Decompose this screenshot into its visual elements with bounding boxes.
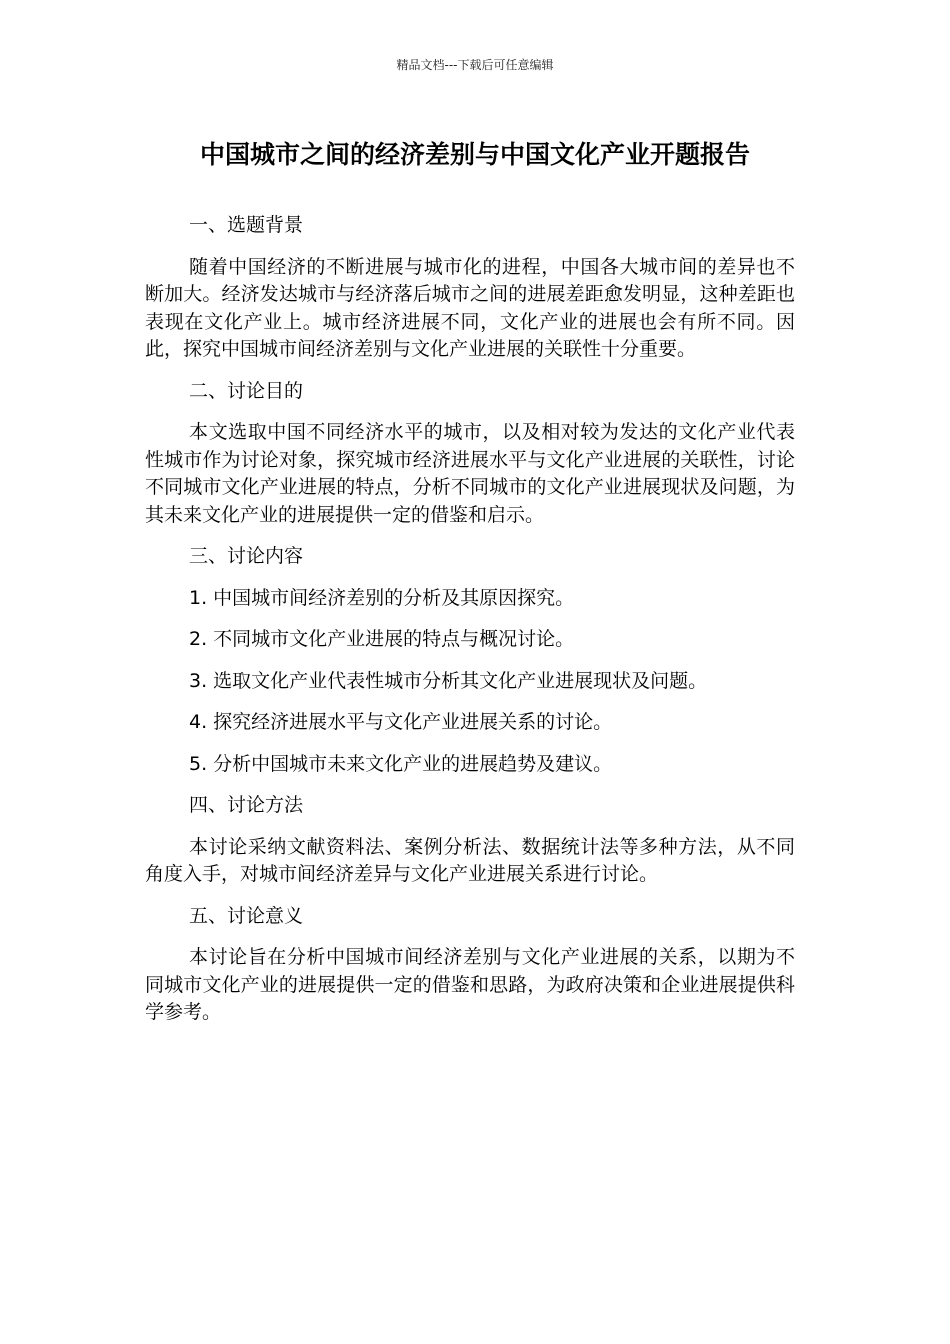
section-heading-purpose: 二、讨论目的 bbox=[189, 379, 304, 402]
section-significance bbox=[145, 903, 795, 1027]
section-text-background: 随着中国经济的不断进展与城市化的进程，中国各大城市间的差异也不断加大。经济发达城市与经济落后城市之间的进展差距愈发明显，这种差距也表现在文化产业上。城市经济进展不同，文化产业的进展也会有所不同。因此，探究中国城市间经济差别与文化产业进展的关联性十分重要。 bbox=[145, 255, 795, 360]
section-text-method: 本讨论采纳文献资料法、案例分析法、数据统计法等多种方法，从不同角度入手，对城市间经济差异与文化产业进展关系进行讨论。 bbox=[145, 835, 795, 885]
document-title: 中国城市之间的经济差别与中国文化产业开题报告 bbox=[199, 140, 750, 169]
content-list-item: 1. 中国城市间经济差别的分析及其原因探究。 bbox=[189, 586, 575, 609]
content-list-item: 5. 分析中国城市未来文化产业的进展趋势及建议。 bbox=[189, 752, 613, 775]
content-list-item: 4. 探究经济进展水平与文化产业进展关系的讨论。 bbox=[189, 711, 613, 733]
document-body bbox=[145, 212, 795, 1041]
section-purpose bbox=[145, 378, 795, 530]
section-heading-background: 一、选题背景 bbox=[189, 214, 304, 236]
section-background bbox=[145, 212, 795, 364]
content-list-item: 2. 不同城市文化产业进展的特点与概况讨论。 bbox=[189, 628, 575, 650]
section-heading-method: 四、讨论方法 bbox=[189, 794, 304, 816]
section-heading-content: 三、讨论内容 bbox=[189, 545, 304, 567]
section-heading-significance: 五、讨论意义 bbox=[189, 904, 304, 927]
section-text-purpose: 本文选取中国不同经济水平的城市，以及相对较为发达的文化产业代表性城市作为讨论对象，探究城市经济进展水平与文化产业进展的关联性，讨论不同城市文化产业进展的特点，分析不同城市的文化产业进展现状及问题，为其未来文化产业的进展提供一定的借鉴和启示。 bbox=[145, 421, 795, 526]
section-text-significance: 本讨论旨在分析中国城市间经济差别与文化产业进展的关系，以期为不同城市文化产业的进展提供一定的借鉴和思路，为政府决策和企业进展提供科学参考。 bbox=[145, 946, 795, 1023]
page-header-watermark: 精品文档---下载后可任意编辑 bbox=[396, 58, 554, 72]
content-list-item: 3. 选取文化产业代表性城市分析其文化产业进展现状及问题。 bbox=[189, 669, 708, 692]
section-method bbox=[145, 792, 795, 889]
section-content bbox=[145, 543, 795, 778]
